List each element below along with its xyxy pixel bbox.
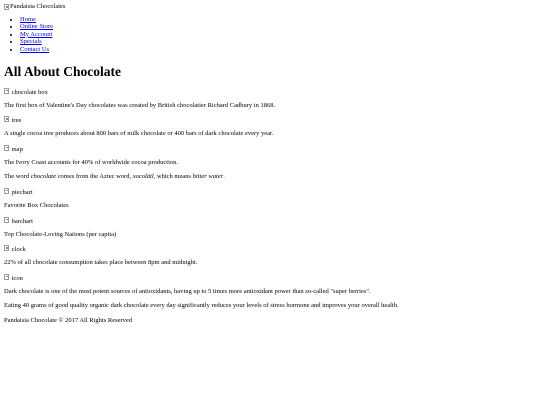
aztec-text-4: . (223, 173, 225, 181)
fact-text: Dark chocolate is one of the most potent sources of antioxidants, having up to 5 times more antioxidant power than so-called "super berries". (4, 287, 371, 295)
nav-item-online-store (20, 23, 534, 31)
main-content (4, 64, 534, 317)
broken-image-icon (4, 4, 9, 10)
nav-item-my-account (20, 31, 534, 39)
image-alt-text: clock (11, 246, 26, 254)
fact-text: The first box of Valentine's Day chocolates was created by British chocolatier Richard Cadbury in 1868. (4, 101, 276, 109)
broken-image-icon (4, 116, 9, 122)
image-alt-text: piechart (11, 188, 33, 196)
nav-item-specials (20, 38, 534, 46)
aztec-word: xocolātl (132, 173, 154, 181)
tree-image (4, 116, 534, 124)
nav-link-my-account[interactable]: My Account (20, 30, 53, 38)
site-footer (4, 317, 534, 325)
broken-image-icon (4, 145, 9, 151)
broken-image-icon (4, 274, 9, 280)
clock-image (4, 245, 534, 253)
fact-text: Favorite Box Chocolates (4, 201, 69, 209)
broken-image-icon (4, 217, 9, 223)
fact-text: Top Chocolate-Loving Nations (per capita) (4, 230, 117, 238)
image-alt-text: chocolate box (11, 88, 48, 96)
map-image (4, 145, 534, 153)
nav-list (4, 16, 534, 54)
fact-text: A single cocoa tree produces about 800 bars of milk chocolate or 400 bars of dark chocolate every year. (4, 130, 274, 138)
broken-image-icon (4, 245, 9, 251)
icon-image (4, 274, 534, 282)
aztec-text-3: , which means (153, 173, 193, 181)
aztec-paragraph (4, 173, 534, 181)
page-title: All About Chocolate (4, 63, 122, 79)
fact-text: 22% of all chocolate consumption takes place between 8pm and midnight. (4, 259, 198, 267)
image-alt-text: barchart (11, 217, 33, 225)
aztec-text-2: comes from the Aztec word, (56, 173, 133, 181)
nav-item-contact-us (20, 46, 534, 54)
logo-alt-text: Pandaisia Chocolates (10, 3, 66, 11)
broken-image-icon (4, 188, 9, 194)
piechart-image (4, 188, 534, 196)
nav-link-home[interactable]: Home (20, 15, 36, 23)
logo-image (4, 3, 65, 11)
nav-link-online-store[interactable]: Online Store (20, 23, 54, 31)
aztec-text-1: The word (4, 173, 31, 181)
image-alt-text: icon (11, 274, 23, 282)
footer-text: Pandaisia Chocolate © 2017 All Rights Reserved (4, 316, 133, 324)
broken-image-icon (4, 88, 9, 94)
page (4, 3, 534, 325)
chocolate-box-image (4, 88, 534, 96)
image-alt-text: map (11, 145, 23, 153)
image-alt-text: tree (11, 117, 22, 125)
fact-text: The Ivory Coast accounts for 40% of worldwide cocoa production. (4, 158, 179, 166)
nav-link-contact-us[interactable]: Contact Us (20, 45, 50, 53)
word-chocolate: chocolate (30, 173, 56, 181)
site-header (4, 3, 534, 13)
extra-fact-text: Eating 40 grams of good quality organic dark chocolate every day significantly reduces your levels of stress hormone and improves your overall health. (4, 302, 399, 310)
aztec-meaning: bitter water (192, 173, 224, 181)
nav-link-specials[interactable]: Specials (20, 38, 42, 46)
main-nav (4, 16, 534, 54)
nav-item-home (20, 16, 534, 24)
barchart-image (4, 217, 534, 225)
